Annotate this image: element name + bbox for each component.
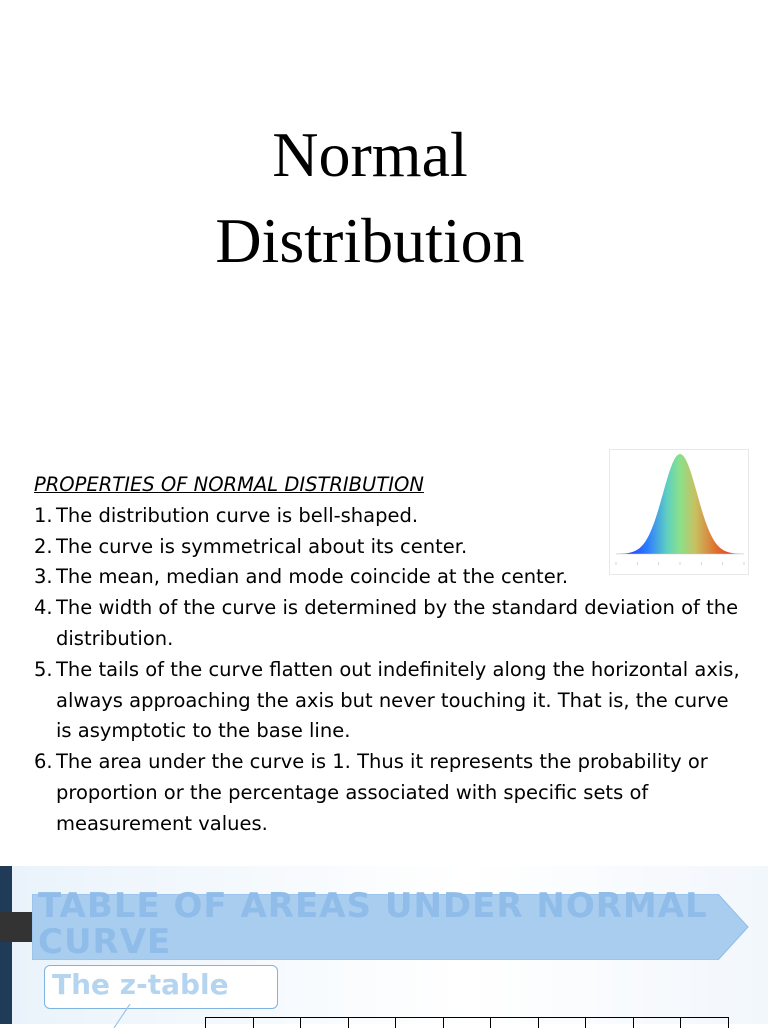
item-text: The width of the curve is determined by the standard deviation of the distribution. bbox=[56, 596, 739, 650]
list-item bbox=[34, 593, 744, 655]
item-number: 2. bbox=[34, 534, 53, 558]
slide-title bbox=[0, 112, 740, 284]
ztable-label: The z-table bbox=[52, 968, 229, 1001]
table-cell bbox=[253, 1018, 301, 1028]
bell-curve-icon bbox=[610, 450, 748, 574]
table-cell bbox=[443, 1018, 491, 1028]
item-text: The area under the curve is 1. Thus it represents the probability or proportion or the percentage associated with specific sets of measurement values. bbox=[56, 750, 708, 835]
item-number: 3. bbox=[34, 565, 53, 589]
item-text: The mean, median and mode coincide at the center. bbox=[56, 565, 569, 589]
properties-heading: PROPERTIES OF NORMAL DISTRIBUTION bbox=[34, 473, 424, 496]
list-item bbox=[34, 655, 744, 747]
item-number: 4. bbox=[34, 596, 53, 620]
table-cell bbox=[300, 1018, 348, 1028]
table-cell bbox=[348, 1018, 396, 1028]
item-text: The curve is symmetrical about its center. bbox=[56, 534, 468, 558]
title-line-1: Normal bbox=[272, 119, 468, 190]
connector-line bbox=[110, 1004, 140, 1028]
left-accent-bar bbox=[0, 866, 12, 1024]
title-line-2: Distribution bbox=[215, 205, 525, 276]
item-number: 6. bbox=[34, 750, 53, 774]
table-cell bbox=[633, 1018, 681, 1028]
item-text: The tails of the curve flatten out indefinitely along the horizontal axis, always approaching the axis but never touching it. That is, the curve is asymptotic to the base line. bbox=[56, 657, 740, 743]
item-number: 5. bbox=[34, 657, 53, 681]
left-accent-stub bbox=[0, 912, 34, 942]
list-item bbox=[34, 747, 744, 839]
item-text: The distribution curve is bell-shaped. bbox=[56, 503, 419, 527]
table-cell bbox=[538, 1018, 586, 1028]
ztable-header-row bbox=[205, 1017, 729, 1028]
item-number: 1. bbox=[34, 503, 53, 527]
table-cell bbox=[395, 1018, 443, 1028]
banner-title: TABLE OF AREAS UNDER NORMAL CURVE bbox=[38, 886, 708, 962]
table-cell bbox=[680, 1018, 729, 1028]
bell-curve-image bbox=[609, 449, 749, 575]
table-cell bbox=[585, 1018, 633, 1028]
table-cell bbox=[490, 1018, 538, 1028]
table-cell bbox=[205, 1018, 253, 1028]
